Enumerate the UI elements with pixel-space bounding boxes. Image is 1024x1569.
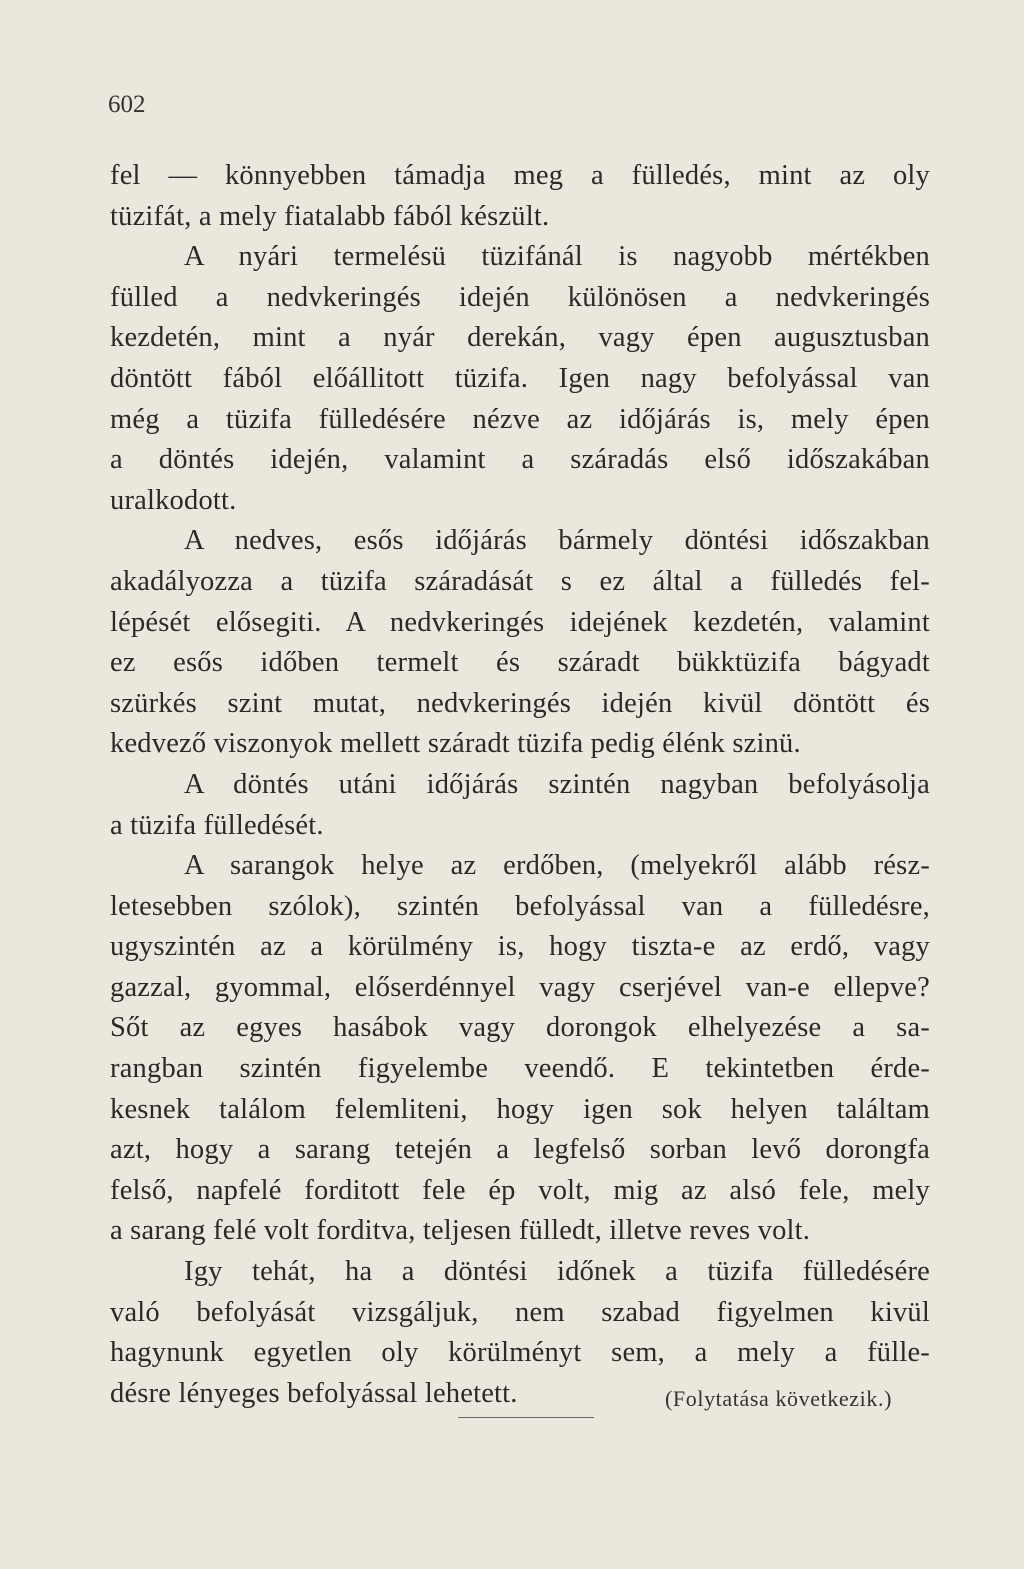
text-line: désre lényeges befolyással lehetett.: [110, 1377, 518, 1409]
text-line: kedvező viszonyok mellett száradt tüzifa pedig élénk szinü.: [110, 728, 801, 760]
continuation-note: (Folytatása következik.): [665, 1386, 892, 1411]
text-line: fel — könnyebben támadja meg a fülledés, mint az oly: [110, 160, 930, 191]
text-line: lépését elősegiti. A nedvkeringés idejének kezdetén, valamint: [110, 606, 930, 638]
text-line: uralkodott.: [110, 484, 237, 516]
text-line: fülled a nedvkeringés idején különösen a nedvkeringés: [110, 281, 930, 313]
text-line: hagynunk egyetlen oly körülményt sem, a mely a fülle-: [110, 1337, 930, 1369]
text-line: kesnek találom felemliteni, hogy igen sok helyen találtam: [110, 1093, 930, 1125]
text-line: felső, napfelé forditott fele ép volt, mig az alsó fele, mely: [110, 1174, 930, 1206]
text-line: Igy tehát, ha a döntési időnek a tüzifa fülledésére: [184, 1256, 930, 1288]
text-line: még a tüzifa fülledésére nézve az időjárás is, mely épen: [110, 403, 930, 435]
section-divider: [458, 1417, 594, 1418]
page-number: 602: [108, 91, 146, 118]
text-line: a tüzifa fülledését.: [110, 809, 324, 841]
text-line: tüzifát, a mely fiatalabb fából készült.: [110, 200, 550, 232]
text-line: A sarangok helye az erdőben, (melyekről alább rész-: [184, 850, 930, 882]
text-line: letesebben szólok), szintén befolyással van a fülledésre,: [110, 890, 930, 922]
text-line: a döntés idején, valamint a száradás első időszakában: [110, 444, 930, 476]
text-line: rangban szintén figyelembe veendő. E tekintetben érde-: [110, 1053, 930, 1085]
text-line: szürkés szint mutat, nedvkeringés idején kivül döntött és: [110, 687, 930, 719]
text-line: A nyári termelésü tüzifánál is nagyobb mértékben: [184, 241, 930, 273]
text-line: gazzal, gyommal, előserdénnyel vagy cserjével van-e ellepve?: [110, 971, 930, 1003]
text-line: akadályozza a tüzifa száradását s ez által a fülledés fel-: [110, 565, 930, 597]
text-line: ugyszintén az a körülmény is, hogy tiszta-e az erdő, vagy: [110, 931, 930, 963]
text-line: döntött fából előállitott tüzifa. Igen nagy befolyással van: [110, 362, 930, 394]
text-line: A nedves, esős időjárás bármely döntési időszakban: [184, 525, 930, 557]
text-line: való befolyását vizsgáljuk, nem szabad figyelmen kivül: [110, 1296, 930, 1328]
text-line: kezdetén, mint a nyár derekán, vagy épen augusztusban: [110, 322, 930, 354]
body-text: [110, 156, 930, 1414]
text-line: ez esős időben termelt és száradt bükktüzifa bágyadt: [110, 647, 930, 679]
text-line: azt, hogy a sarang tetején a legfelső sorban levő dorongfa: [110, 1134, 930, 1166]
text-line: a sarang felé volt forditva, teljesen fülledt, illetve reves volt.: [110, 1215, 811, 1247]
text-line: Sőt az egyes hasábok vagy dorongok elhelyezése a sa-: [110, 1012, 930, 1044]
text-line: A döntés utáni időjárás szintén nagyban befolyásolja: [184, 768, 930, 800]
